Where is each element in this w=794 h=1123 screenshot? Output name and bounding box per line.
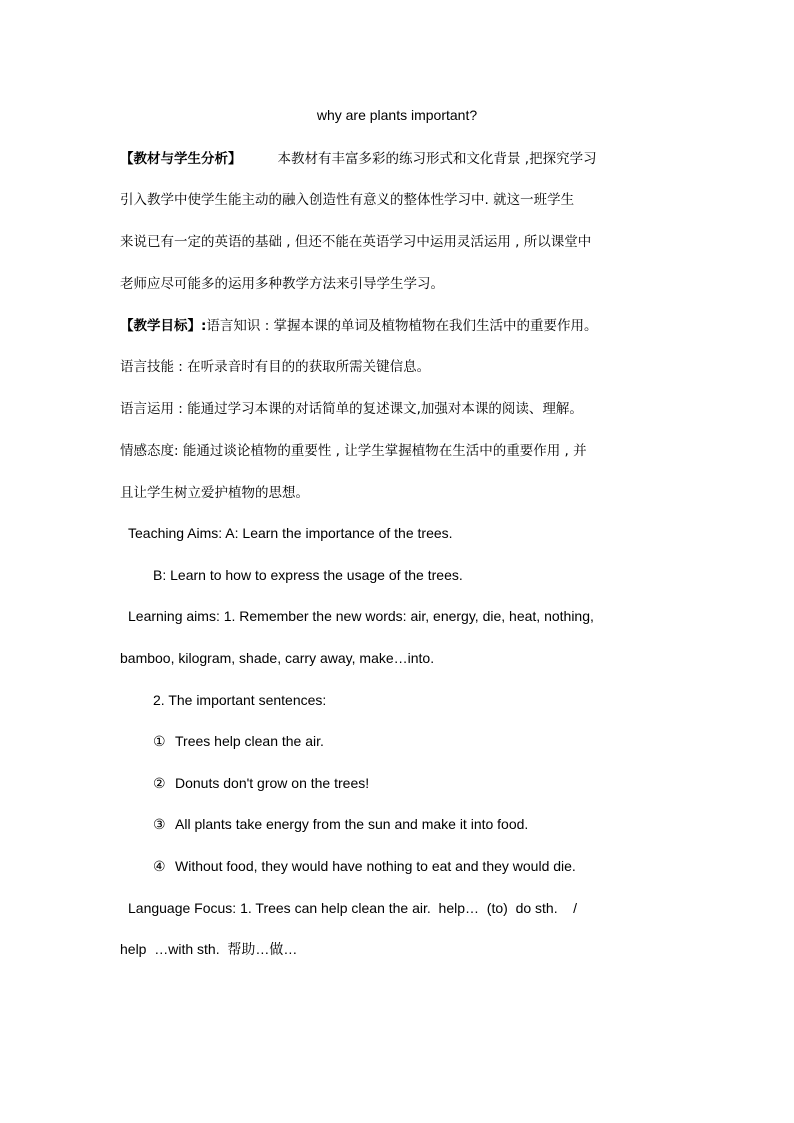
objectives-usage: 语言运用 : 能通过学习本课的对话简单的复述课文,加强对本课的阅读、理解。 [120,401,583,417]
language-focus-item-1-cont: help …with sth. 帮助…做… [120,941,298,957]
analysis-text-1: 本教材有丰富多彩的练习形式和文化背景 ,把探究学习 [277,151,597,167]
learning-aims-item-2: 2. The important sentences: [153,692,327,708]
objectives-attitude-1: 情感态度: 能通过谈论植物的重要性 , 让学生掌握植物在生活中的重要作用 , 并 [120,443,587,459]
analysis-label: 【教材与学生分析】 [120,151,242,167]
teaching-aims-b: B: Learn to how to express the usage of the trees. [153,567,463,583]
sentence-item [153,857,576,875]
teaching-aims-label: Teaching Aims: [128,525,223,541]
sentence-item [153,732,324,750]
language-focus-line [128,899,577,917]
language-focus-label: Language Focus: [128,900,237,916]
analysis-line-2: 引入教学中使学生能主动的融入创造性有意义的整体性学习中. 就这一班学生 [120,192,575,208]
sentence-number: ① [153,733,166,749]
sentence-number: ② [153,775,166,791]
analysis-line-4: 老师应尽可能多的运用多种教学方法来引导学生学习。 [120,276,444,292]
language-focus-item-1: 1. Trees can help clean the air. help… (to) do sth. / [240,900,578,916]
analysis-line-3: 来说已有一定的英语的基础 , 但还不能在英语学习中运用灵活运用 , 所以课堂中 [120,234,592,250]
sentence-number: ④ [153,858,166,874]
objectives-knowledge: 语言知识 : 掌握本课的单词及植物植物在我们生活中的重要作用。 [206,318,598,334]
sentence-number: ③ [153,816,166,832]
teaching-aims-a: A: Learn the importance of the trees. [225,525,453,541]
sentence-item [153,815,528,833]
sentence-text: Without food, they would have nothing to eat and they would die. [175,858,576,874]
objectives-label: 【教学目标】: [120,318,207,334]
objectives-skill: 语言技能 : 在听录音时有目的的获取所需关键信息。 [120,359,431,375]
learning-aims-item-1-cont: bamboo, kilogram, shade, carry away, make…into. [120,650,435,666]
learning-aims-item-1: 1. Remember the new words: air, energy, die, heat, nothing, [223,608,594,624]
document-title: why are plants important? [316,107,478,123]
sentence-text: Donuts don't grow on the trees! [175,775,370,791]
sentence-text: Trees help clean the air. [175,733,324,749]
objectives-attitude-2: 且让学生树立爱护植物的思想。 [120,485,309,501]
analysis-line-1 [120,150,597,168]
learning-aims-line [128,607,594,625]
teaching-aims-line [128,524,453,542]
sentence-text: All plants take energy from the sun and make it into food. [175,816,529,832]
objectives-line [120,317,598,335]
sentence-item [153,774,369,792]
learning-aims-label: Learning aims: [128,608,220,624]
